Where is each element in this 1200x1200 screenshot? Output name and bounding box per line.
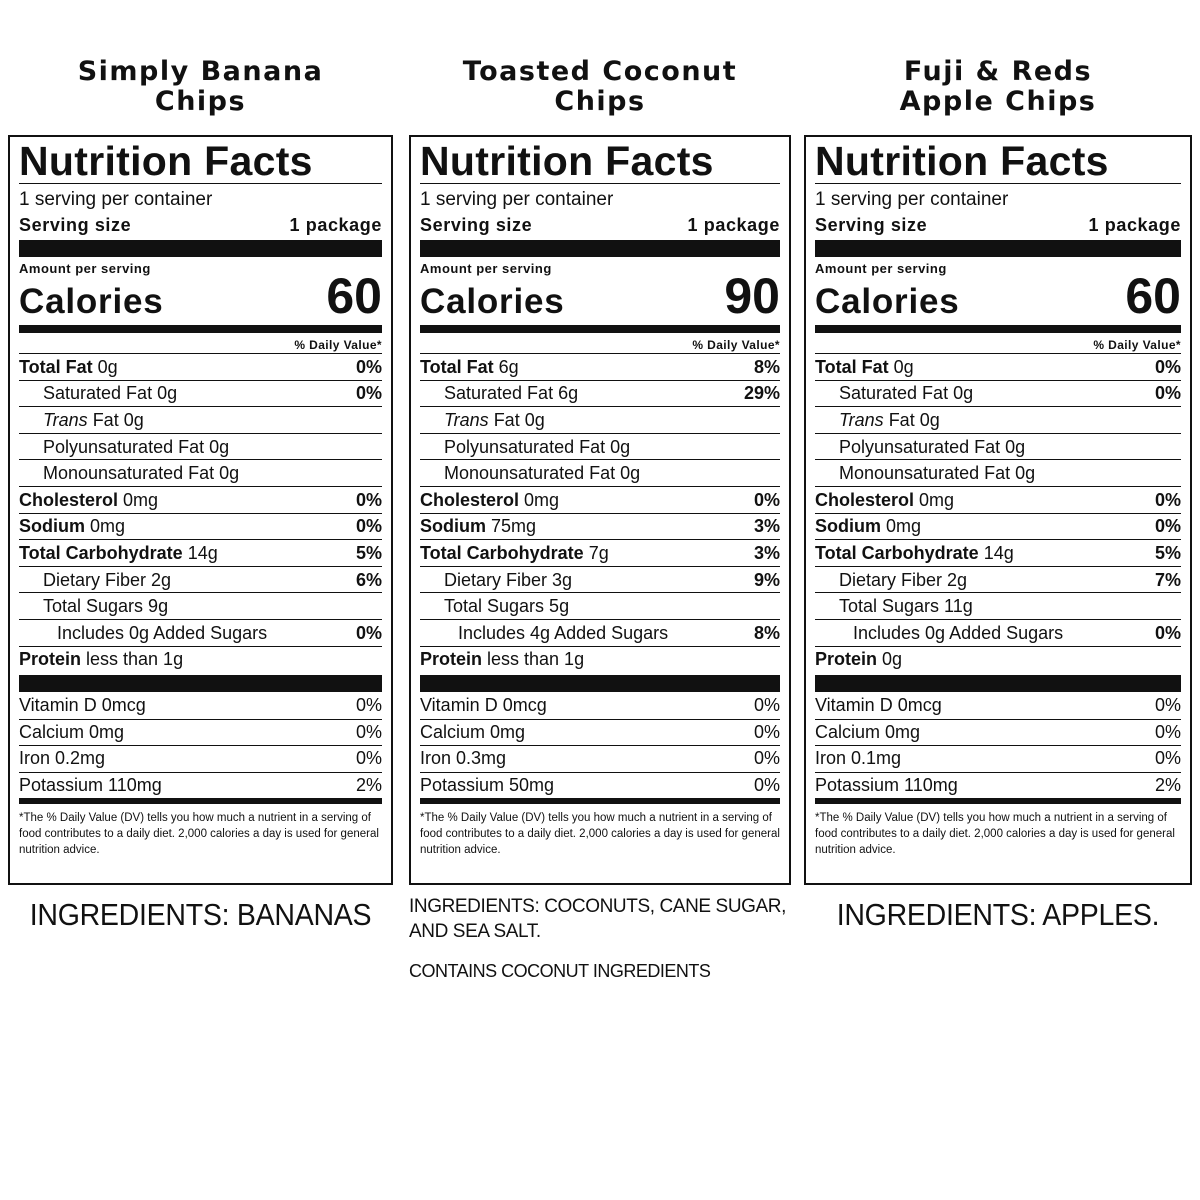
vitamin-row-iron	[19, 745, 382, 772]
product-title	[8, 0, 393, 135]
vitamin-name: Calcium 0mg	[19, 721, 125, 742]
nutrient-dv: 0%	[355, 489, 382, 510]
vitamin-row-vitamin-d	[815, 692, 1181, 719]
thick-divider	[420, 240, 780, 257]
product-title	[804, 0, 1192, 135]
nutrient-name: Total Carbohydrate	[815, 542, 979, 563]
nutrient-amount: 0g	[92, 356, 118, 377]
calories-label: Calories	[420, 282, 565, 321]
nutrient-row-polyunsaturated-fat	[420, 433, 780, 460]
banana-chips-column	[8, 0, 393, 933]
vitamin-name: Potassium 110mg	[19, 774, 162, 795]
vitamin-dv: 0%	[355, 721, 382, 742]
nutrient-dv: 8%	[753, 356, 780, 377]
nutrition-facts-heading: Nutrition Facts	[19, 138, 313, 184]
servings-per-container: 1 serving per container	[19, 189, 213, 210]
nutrient-amount: Fat 0g	[883, 409, 940, 430]
nutrient-name: Trans	[444, 409, 489, 430]
nutrition-facts-heading: Nutrition Facts	[420, 138, 714, 184]
ingredients-text: INGREDIENTS: COCONUTS, CANE SUGAR, AND SEA SALT.	[409, 896, 786, 942]
nutrient-row-polyunsaturated-fat	[815, 433, 1181, 460]
nutrient-dv: 0%	[753, 489, 780, 510]
apple-chips-column	[804, 0, 1192, 933]
nutrient-name: Dietary Fiber 2g	[43, 569, 172, 590]
medium-divider	[19, 798, 382, 804]
vitamin-row-potassium	[19, 772, 382, 799]
vitamin-row-calcium	[19, 719, 382, 746]
nutrient-amount: 0mg	[519, 489, 560, 510]
servings-per-container: 1 serving per container	[420, 189, 614, 210]
nutrition-facts-panel	[409, 135, 791, 885]
ingredients-text: INGREDIENTS: APPLES.	[836, 897, 1160, 932]
nutrient-name: Total Fat	[19, 356, 93, 377]
nutrient-name: Sodium	[815, 516, 881, 537]
nutrient-name: Total Sugars 11g	[839, 596, 973, 617]
daily-value-footnote: *The % Daily Value (DV) tells you how much a nutrient in a serving of food contributes to a daily diet. 2,000 calories a day is used for general nutrition advice.	[19, 812, 379, 857]
nutrient-name: Protein	[19, 649, 82, 670]
nutrient-row-total-carbohydrate	[420, 539, 780, 566]
nutrient-amount: 7g	[583, 542, 609, 563]
product-title-line2: Chips	[554, 86, 646, 117]
serving-size-value: 1 package	[687, 215, 780, 235]
nutrient-dv: 29%	[743, 383, 780, 404]
nutrient-dv: 0%	[1154, 356, 1181, 377]
nutrient-row-added-sugars	[815, 619, 1181, 646]
nutrient-row-dietary-fiber	[19, 566, 382, 593]
nutrient-row-polyunsaturated-fat	[19, 433, 382, 460]
nutrient-name: Saturated Fat 0g	[43, 383, 178, 404]
serving-size-value: 1 package	[1088, 215, 1181, 235]
nutrient-row-sodium	[19, 513, 382, 540]
coconut-chips-column	[409, 0, 791, 982]
nutrient-row-trans-fat	[19, 406, 382, 433]
thick-divider	[815, 675, 1181, 692]
nutrition-facts-heading: Nutrition Facts	[815, 138, 1109, 184]
nutrient-amount: 0mg	[85, 516, 126, 537]
nutrient-row-monounsaturated-fat	[815, 459, 1181, 486]
product-title-line2: Chips	[154, 86, 247, 117]
nutrient-row-total-fat	[815, 353, 1181, 380]
nutrient-name: Trans	[839, 409, 884, 430]
calories-value: 90	[724, 268, 780, 324]
vitamin-name: Calcium 0mg	[815, 721, 921, 742]
nutrient-amount: 0mg	[914, 489, 955, 510]
nutrient-amount: 6g	[493, 356, 519, 377]
nutrient-amount: 0g	[888, 356, 914, 377]
amount-per-serving: Amount per serving	[420, 261, 552, 276]
vitamin-dv: 0%	[1154, 721, 1181, 742]
vitamin-dv: 2%	[355, 774, 382, 795]
nutrient-name: Polyunsaturated Fat 0g	[839, 436, 1026, 457]
allergen-statement: CONTAINS COCONUT INGREDIENTS	[409, 961, 711, 981]
vitamin-name: Potassium 110mg	[815, 774, 958, 795]
nutrient-name: Includes 0g Added Sugars	[853, 622, 1064, 643]
nutrient-dv: 0%	[1154, 489, 1181, 510]
calories-label: Calories	[815, 282, 960, 321]
nutrient-row-monounsaturated-fat	[420, 459, 780, 486]
nutrient-dv: 8%	[753, 622, 780, 643]
nutrient-dv: 0%	[1154, 622, 1181, 643]
vitamin-dv: 0%	[753, 774, 780, 795]
medium-divider	[19, 325, 382, 333]
nutrient-row-protein	[815, 646, 1181, 673]
thick-divider	[19, 675, 382, 692]
servings-per-container: 1 serving per container	[815, 189, 1009, 210]
nutrient-name: Saturated Fat 6g	[444, 383, 579, 404]
vitamin-row-iron	[815, 745, 1181, 772]
nutrient-dv: 3%	[753, 516, 780, 537]
nutrient-amount: 0g	[877, 649, 903, 670]
nutrient-name: Cholesterol	[420, 489, 520, 510]
vitamin-dv: 0%	[355, 748, 382, 769]
nutrient-amount: Fat 0g	[87, 409, 144, 430]
vitamin-name: Iron 0.3mg	[420, 748, 507, 769]
nutrient-row-added-sugars	[19, 619, 382, 646]
nutrient-name: Cholesterol	[815, 489, 915, 510]
nutrient-name: Monounsaturated Fat 0g	[43, 463, 240, 484]
nutrient-name: Saturated Fat 0g	[839, 383, 974, 404]
medium-divider	[420, 798, 780, 804]
vitamin-row-calcium	[815, 719, 1181, 746]
nutrient-name: Total Carbohydrate	[420, 542, 584, 563]
nutrient-name: Dietary Fiber 2g	[839, 569, 968, 590]
vitamin-dv: 0%	[355, 694, 382, 715]
nutrient-row-total-fat	[420, 353, 780, 380]
ingredients-text: INGREDIENTS: BANANAS	[29, 897, 372, 932]
nutrient-row-monounsaturated-fat	[19, 459, 382, 486]
nutrient-row-cholesterol	[19, 486, 382, 513]
nutrient-name: Polyunsaturated Fat 0g	[444, 436, 631, 457]
nutrient-name: Monounsaturated Fat 0g	[444, 463, 641, 484]
nutrient-row-saturated-fat	[19, 380, 382, 407]
nutrient-name: Protein	[420, 649, 483, 670]
vitamin-name: Iron 0.1mg	[815, 748, 902, 769]
nutrient-name: Cholesterol	[19, 489, 119, 510]
nutrient-amount: 14g	[978, 542, 1014, 563]
nutrition-facts-panel	[804, 135, 1192, 885]
nutrient-name: Sodium	[420, 516, 486, 537]
nutrient-dv: 5%	[1154, 542, 1181, 563]
vitamin-row-potassium	[420, 772, 780, 799]
product-title-line1: Simply Banana	[77, 56, 324, 87]
nutrient-name: Total Fat	[420, 356, 494, 377]
serving-size-row	[815, 214, 1181, 236]
nutrient-dv: 0%	[1154, 383, 1181, 404]
vitamin-name: Vitamin D 0mcg	[815, 694, 942, 715]
nutrient-dv: 0%	[1154, 516, 1181, 537]
nutrient-name: Includes 0g Added Sugars	[57, 622, 268, 643]
nutrient-row-added-sugars	[420, 619, 780, 646]
serving-size-label: Serving size	[420, 215, 533, 235]
vitamin-row-potassium	[815, 772, 1181, 799]
vitamin-name: Iron 0.2mg	[19, 748, 106, 769]
nutrient-row-total-fat	[19, 353, 382, 380]
vitamin-name: Vitamin D 0mcg	[420, 694, 547, 715]
nutrient-name: Protein	[815, 649, 878, 670]
nutrient-amount: 0mg	[881, 516, 922, 537]
nutrient-row-protein	[19, 646, 382, 673]
nutrient-row-cholesterol	[420, 486, 780, 513]
medium-divider	[420, 325, 780, 333]
nutrient-name: Polyunsaturated Fat 0g	[43, 436, 230, 457]
vitamin-dv: 0%	[753, 748, 780, 769]
vitamin-name: Potassium 50mg	[420, 774, 555, 795]
nutrient-name: Dietary Fiber 3g	[444, 569, 573, 590]
nutrient-row-trans-fat	[815, 406, 1181, 433]
product-title	[409, 0, 791, 135]
thick-divider	[420, 675, 780, 692]
nutrient-name: Monounsaturated Fat 0g	[839, 463, 1036, 484]
daily-value-header: % Daily Value*	[692, 338, 780, 352]
product-title-line1: Fuji & Reds	[903, 56, 1093, 87]
nutrient-name: Sodium	[19, 516, 85, 537]
serving-size-value: 1 package	[289, 215, 382, 235]
vitamin-dv: 0%	[1154, 694, 1181, 715]
nutrient-row-total-carbohydrate	[19, 539, 382, 566]
nutrient-row-dietary-fiber	[420, 566, 780, 593]
nutrient-amount: 0mg	[118, 489, 159, 510]
nutrient-row-protein	[420, 646, 780, 673]
nutrient-dv: 3%	[753, 542, 780, 563]
nutrient-amount: 14g	[182, 542, 218, 563]
nutrient-dv: 0%	[355, 516, 382, 537]
nutrition-facts-panel	[8, 135, 393, 885]
nutrient-row-dietary-fiber	[815, 566, 1181, 593]
daily-value-footnote: *The % Daily Value (DV) tells you how much a nutrient in a serving of food contributes to a daily diet. 2,000 calories a day is used for general nutrition advice.	[420, 812, 780, 857]
calories-value: 60	[1125, 268, 1181, 324]
daily-value-footnote: *The % Daily Value (DV) tells you how much a nutrient in a serving of food contributes to a daily diet. 2,000 calories a day is used for general nutrition advice.	[815, 812, 1175, 857]
nutrient-name: Total Carbohydrate	[19, 542, 183, 563]
amount-per-serving: Amount per serving	[19, 261, 151, 276]
nutrient-row-sodium	[815, 513, 1181, 540]
nutrient-amount: less than 1g	[482, 649, 585, 670]
amount-per-serving: Amount per serving	[815, 261, 947, 276]
nutrient-name: Includes 4g Added Sugars	[458, 622, 669, 643]
vitamin-row-vitamin-d	[420, 692, 780, 719]
vitamin-dv: 0%	[753, 721, 780, 742]
nutrient-name: Trans	[43, 409, 88, 430]
vitamin-dv: 2%	[1154, 774, 1181, 795]
nutrient-dv: 5%	[355, 542, 382, 563]
calories-value: 60	[326, 268, 382, 324]
nutrient-name: Total Sugars 5g	[444, 596, 570, 617]
medium-divider	[815, 325, 1181, 333]
nutrient-dv: 6%	[355, 569, 382, 590]
nutrient-row-sodium	[420, 513, 780, 540]
nutrient-amount: 75mg	[486, 516, 537, 537]
nutrient-amount: less than 1g	[81, 649, 184, 670]
daily-value-header: % Daily Value*	[1093, 338, 1181, 352]
product-title-line1: Toasted Coconut	[462, 56, 738, 87]
nutrient-row-saturated-fat	[815, 380, 1181, 407]
nutrient-amount: Fat 0g	[488, 409, 545, 430]
vitamin-row-iron	[420, 745, 780, 772]
nutrient-row-total-sugars	[420, 592, 780, 619]
vitamin-row-calcium	[420, 719, 780, 746]
nutrient-row-total-sugars	[19, 592, 382, 619]
nutrient-row-trans-fat	[420, 406, 780, 433]
thick-divider	[19, 240, 382, 257]
calories-label: Calories	[19, 282, 164, 321]
nutrient-row-saturated-fat	[420, 380, 780, 407]
nutrient-name: Total Fat	[815, 356, 889, 377]
nutrient-row-cholesterol	[815, 486, 1181, 513]
serving-size-label: Serving size	[815, 215, 928, 235]
vitamin-dv: 0%	[1154, 748, 1181, 769]
serving-size-label: Serving size	[19, 215, 132, 235]
vitamin-dv: 0%	[753, 694, 780, 715]
medium-divider	[815, 798, 1181, 804]
nutrient-dv: 0%	[355, 356, 382, 377]
nutrient-dv: 0%	[355, 622, 382, 643]
nutrient-name: Total Sugars 9g	[43, 596, 169, 617]
nutrient-dv: 7%	[1154, 569, 1181, 590]
vitamin-name: Calcium 0mg	[420, 721, 526, 742]
thick-divider	[815, 240, 1181, 257]
daily-value-header: % Daily Value*	[294, 338, 382, 352]
product-title-line2: Apple Chips	[899, 86, 1097, 117]
nutrient-dv: 0%	[355, 383, 382, 404]
serving-size-row	[420, 214, 780, 236]
vitamin-row-vitamin-d	[19, 692, 382, 719]
nutrient-dv: 9%	[753, 569, 780, 590]
nutrient-row-total-sugars	[815, 592, 1181, 619]
serving-size-row	[19, 214, 382, 236]
vitamin-name: Vitamin D 0mcg	[19, 694, 146, 715]
nutrient-row-total-carbohydrate	[815, 539, 1181, 566]
